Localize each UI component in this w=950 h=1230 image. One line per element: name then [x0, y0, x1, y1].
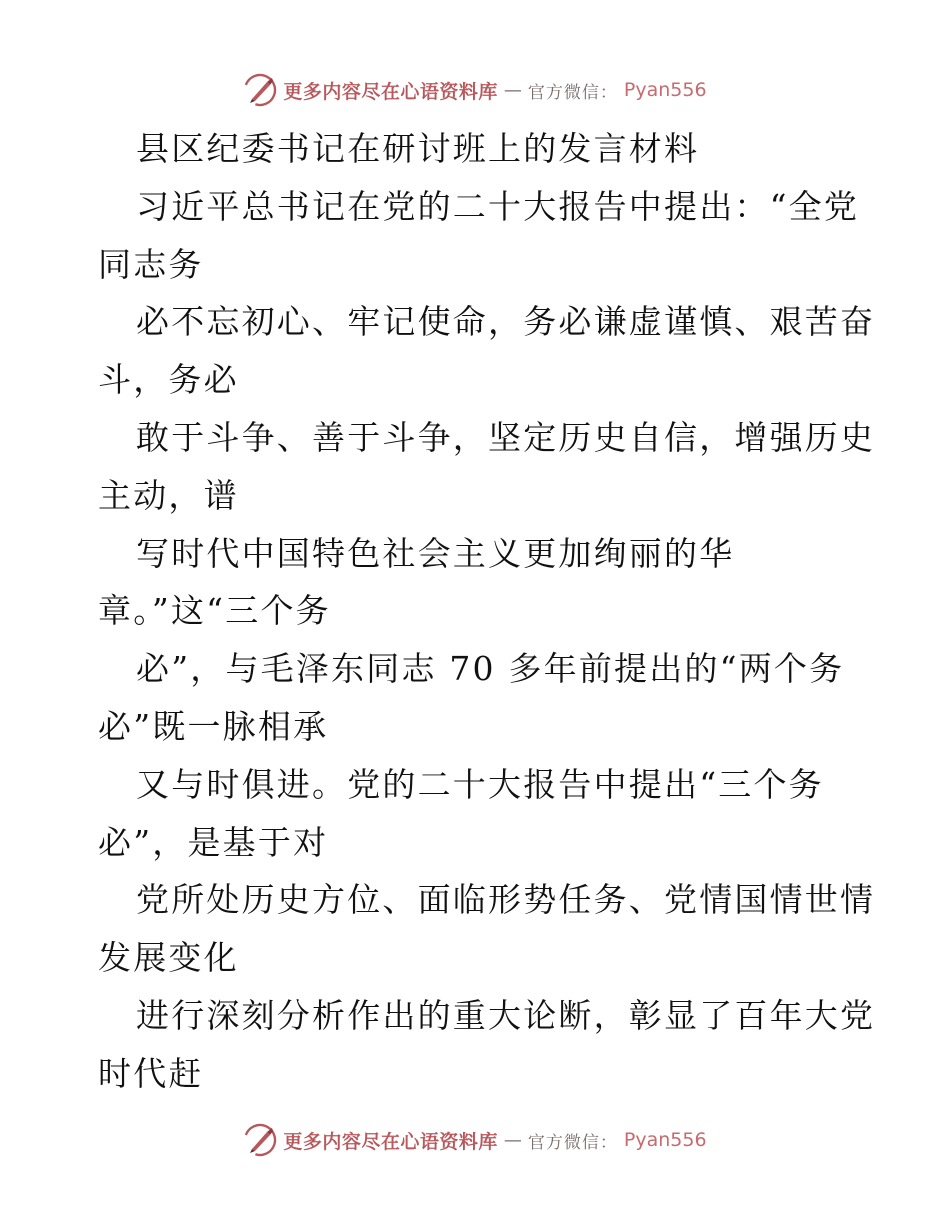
separator-dash: — [503, 79, 522, 101]
text-line: 写时代中国特色社会主义更加绚丽的华 [136, 533, 735, 573]
text-line: 斗，务必 [98, 360, 239, 400]
text-line: 习近平总书记在党的二十大报告中提出：“全党 [136, 186, 860, 226]
document-body [98, 120, 876, 1103]
text-line: 党所处历史方位、面临形势任务、党情国情世情 [136, 880, 876, 920]
text-line: 同志务 [98, 244, 204, 284]
text-line: 又与时俱进。党的二十大报告中提出“三个务 [136, 764, 824, 804]
wechat-id: Pyan556 [623, 1129, 707, 1151]
text-line: 必”既一脉相承 [98, 706, 329, 746]
brand-text: 更多内容尽在心语资料库 [283, 1130, 498, 1153]
text-line: 敢于斗争、善于斗争，坚定历史自信，增强历史 [136, 417, 876, 457]
text-line: 必”，与毛泽东同志 70 多年前提出的“两个务 [136, 649, 845, 689]
footer-banner [0, 1120, 950, 1160]
text-line: 必不忘初心、牢记使命，务必谦虚谨慎、艰苦奋 [136, 302, 876, 342]
separator-dash: — [503, 1129, 522, 1151]
text-line: 主动，谱 [98, 475, 239, 515]
text-line: 发展变化 [98, 938, 239, 978]
brand-text: 更多内容尽在心语资料库 [283, 80, 498, 103]
text-line: 进行深刻分析作出的重大论断，彰显了百年大党 [136, 995, 876, 1035]
quill-pen-icon [243, 1123, 277, 1157]
text-line: 时代赶 [98, 1053, 204, 1093]
header-banner [0, 70, 950, 110]
text-line: 章。”这“三个务 [98, 591, 331, 631]
text-line: 必”，是基于对 [98, 822, 329, 862]
wechat-id: Pyan556 [623, 79, 707, 101]
document-title: 县区纪委书记在研讨班上的发言材料 [136, 129, 700, 168]
official-wechat-label: 官方微信： [527, 82, 618, 103]
official-wechat-label: 官方微信： [527, 1132, 618, 1153]
quill-pen-icon [243, 73, 277, 107]
